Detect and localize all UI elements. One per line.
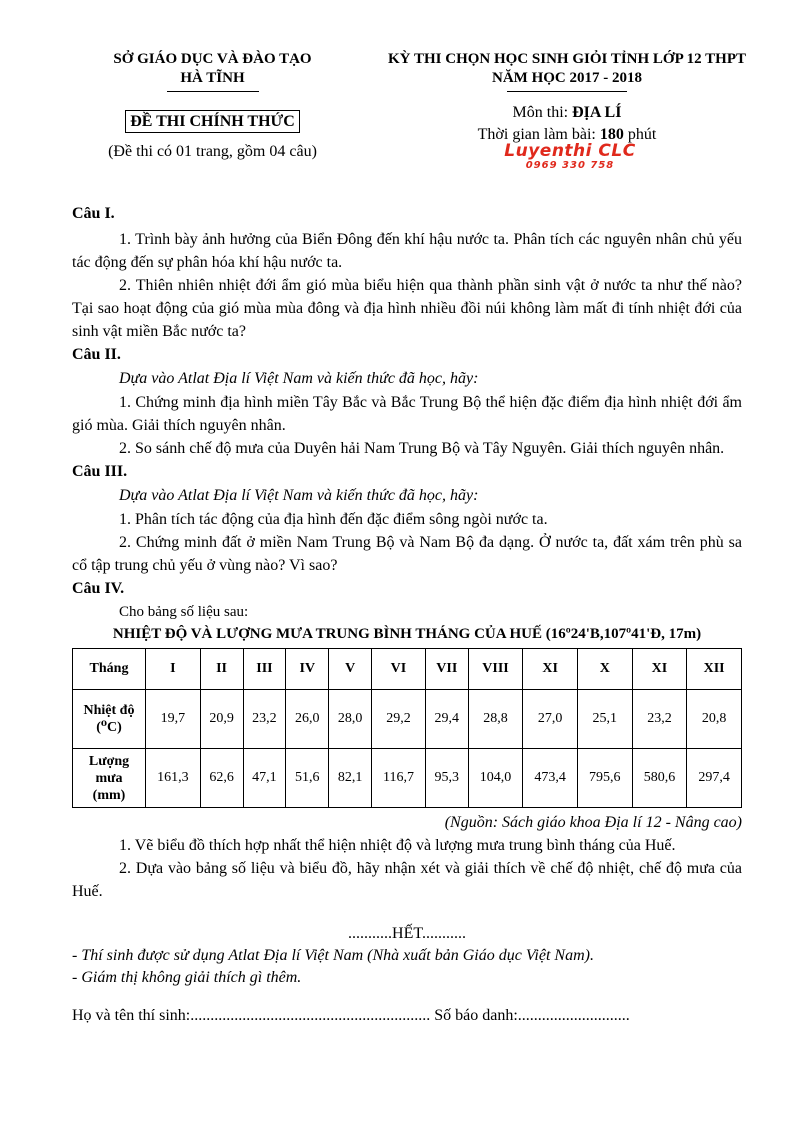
table-month-cell: IV: [286, 649, 329, 690]
table-month-cell: VII: [425, 649, 468, 690]
temperature-cell: 27,0: [523, 690, 578, 749]
temperature-label: Nhiệt độ: [83, 703, 135, 718]
table-row-rainfall: [73, 749, 742, 808]
temperature-cell: 19,7: [146, 690, 201, 749]
temperature-unit: (⁰C): [96, 720, 122, 735]
question-4-part-2: 2. Dựa vào bảng số liệu và biểu đồ, hãy nhận xét và giải thích về chế độ nhiệt, chế độ mưa của Huế.: [72, 860, 742, 900]
table-month-cell: VIII: [468, 649, 523, 690]
temperature-cell: 28,0: [329, 690, 372, 749]
question-1-title: Câu I.: [72, 205, 115, 222]
header-left: [70, 50, 355, 161]
exam-body: [72, 202, 742, 1027]
temperature-cell: 25,1: [577, 690, 632, 749]
rainfall-cell: 95,3: [425, 749, 468, 808]
question-2-lead: Dựa vào Atlat Địa lí Việt Nam và kiến thức đã học, hãy:: [119, 370, 479, 387]
table-header-month: Tháng: [73, 649, 146, 690]
climate-data-table: [72, 648, 742, 808]
question-3-lead: Dựa vào Atlat Địa lí Việt Nam và kiến thức đã học, hãy:: [119, 487, 479, 504]
question-1-part-1: 1. Trình bày ảnh hưởng của Biển Đông đến khí hậu nước ta. Phân tích các nguyên nhân chủ yếu tác động đến sự phân hóa khí hậu nước ta.: [72, 231, 742, 271]
table-month-cell: X: [577, 649, 632, 690]
subject-label: Môn thi:: [512, 104, 573, 121]
department-name: SỞ GIÁO DỤC VÀ ĐÀO TẠO: [113, 51, 312, 67]
table-title: NHIỆT ĐỘ VÀ LƯỢNG MƯA TRUNG BÌNH THÁNG CỦA HUẾ (16º24'B,107º41'Đ, 17m): [112, 626, 702, 642]
temperature-cell: 28,8: [468, 690, 523, 749]
question-2-part-1: 1. Chứng minh địa hình miền Tây Bắc và Bắc Trung Bộ thể hiện đặc điểm địa hình nhiệt đới ẩm gió mùa. Giải thích nguyên nhân.: [72, 394, 742, 434]
table-month-cell: VI: [372, 649, 426, 690]
rainfall-cell: 116,7: [372, 749, 426, 808]
question-3-part-1: 1. Phân tích tác động của địa hình đến đặc điểm sông ngòi nước ta.: [119, 511, 548, 528]
table-month-cell: XII: [687, 649, 742, 690]
question-2-part-2: 2. So sánh chế độ mưa của Duyên hải Nam Trung Bộ và Tây Nguyên. Giải thích nguyên nhân.: [119, 440, 725, 457]
temperature-cell: 26,0: [286, 690, 329, 749]
footer-note-atlas: - Thí sinh được sử dụng Atlat Địa lí Việt Nam (Nhà xuất bản Giáo dục Việt Nam).: [72, 947, 594, 964]
question-2-title: Câu II.: [72, 346, 121, 363]
province-name: HÀ TĨNH: [180, 70, 245, 86]
rainfall-cell: 297,4: [687, 749, 742, 808]
rainfall-cell: 82,1: [329, 749, 372, 808]
temperature-cell: 20,9: [200, 690, 243, 749]
subject-line: [372, 102, 762, 124]
table-month-cell: XI: [632, 649, 687, 690]
brand-name: Luyenthi CLC: [504, 141, 636, 161]
time-unit: phút: [623, 126, 657, 143]
table-month-cell: XI: [523, 649, 578, 690]
exam-page-note: (Đề thi có 01 trang, gồm 04 câu): [108, 143, 317, 160]
question-4-intro: Cho bảng số liệu sau:: [119, 604, 249, 620]
question-3-title: Câu III.: [72, 463, 128, 480]
table-month-cell: I: [146, 649, 201, 690]
rainfall-cell: 580,6: [632, 749, 687, 808]
rainfall-cell: 795,6: [577, 749, 632, 808]
time-value: 180: [599, 126, 624, 143]
rainfall-cell: 62,6: [200, 749, 243, 808]
end-marker: ...........HẾT...........: [348, 925, 466, 942]
table-month-cell: V: [329, 649, 372, 690]
subject-name: ĐỊA LÍ: [572, 104, 622, 121]
question-4-part-1: 1. Vẽ biểu đồ thích hợp nhất thể hiện nhiệt độ và lượng mưa trung bình tháng của Huế.: [119, 837, 676, 854]
temperature-cell: 23,2: [632, 690, 687, 749]
rainfall-row-header: [73, 749, 146, 808]
official-exam-box: ĐỀ THI CHÍNH THỨC: [125, 110, 300, 133]
temperature-cell: 23,2: [243, 690, 286, 749]
table-header-row: [73, 649, 742, 690]
rainfall-cell: 473,4: [523, 749, 578, 808]
footer-note-proctor: - Giám thị không giải thích gì thêm.: [72, 969, 302, 986]
temperature-row-header: [73, 690, 146, 749]
rainfall-cell: 51,6: [286, 749, 329, 808]
school-year: NĂM HỌC 2017 - 2018: [492, 70, 642, 86]
question-3-part-2: 2. Chứng minh đất ở miền Nam Trung Bộ và Nam Bộ đa dạng. Ở nước ta, đất xám trên phù sa cổ tập trung chủ yếu ở vùng nào? Vì sao?: [72, 534, 742, 574]
rainfall-label-1: Lượng: [88, 753, 130, 769]
temperature-cell: 29,2: [372, 690, 426, 749]
header-right-divider: [507, 91, 627, 92]
question-4-title: Câu IV.: [72, 580, 125, 597]
header-right: [372, 50, 762, 146]
temperature-cell: 20,8: [687, 690, 742, 749]
table-month-cell: III: [243, 649, 286, 690]
brand-watermark: [496, 142, 644, 172]
rainfall-cell: 47,1: [243, 749, 286, 808]
brand-phone: 0969 330 758: [525, 160, 615, 171]
table-month-cell: II: [200, 649, 243, 690]
rainfall-unit: (mm): [92, 787, 126, 803]
temperature-cell: 29,4: [425, 690, 468, 749]
rainfall-label-2: mưa: [95, 770, 123, 786]
table-row-temperature: [73, 690, 742, 749]
exam-name: KỲ THI CHỌN HỌC SINH GIỎI TỈNH LỚP 12 THPT: [388, 51, 746, 67]
header-left-divider: [167, 91, 259, 92]
candidate-info-line: Họ và tên thí sinh:............................................................ Số báo danh:............................: [72, 1007, 630, 1024]
question-1-part-2: 2. Thiên nhiên nhiệt đới ẩm gió mùa biểu hiện qua thành phần sinh vật ở nước ta như thế nào? Tại sao hoạt động của gió mùa mùa đông và địa hình nhiều đồi núi không làm mất đi tính nhiệt đới của sinh vật miền Bắc nước ta?: [72, 277, 742, 340]
rainfall-cell: 104,0: [468, 749, 523, 808]
data-source: (Nguồn: Sách giáo khoa Địa lí 12 - Nâng cao): [444, 814, 742, 831]
rainfall-cell: 161,3: [146, 749, 201, 808]
time-label: Thời gian làm bài:: [477, 126, 600, 143]
